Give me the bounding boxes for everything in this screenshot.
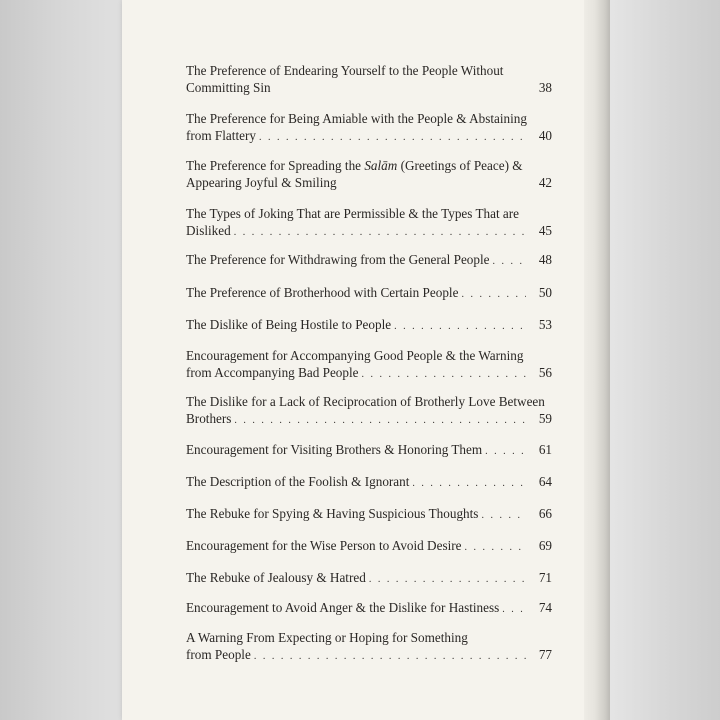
dot-leader [362,367,527,384]
toc-entry-title: The Preference of Brotherhood with Certain People [186,285,459,300]
toc-entry-title-line1: The Preference for Spreading the Salām (Greetings of Peace) & [186,158,523,173]
page-edge [584,0,610,720]
toc-entry [186,158,552,191]
toc-entry-page: 56 [538,364,552,380]
toc-entry-title-line2: from Flattery [186,127,256,143]
toc-entry-title: The Dislike of Being Hostile to People [186,317,392,332]
toc-entry-title: The Rebuke of Jealousy & Hatred [186,570,366,585]
toc-entry-title: Encouragement to Avoid Anger & the Dislike for Hastiness [186,600,500,615]
dot-leader [461,287,526,304]
toc-entry-page: 38 [538,79,552,95]
salam-term: Salām [364,158,398,173]
toc-entry-page: 50 [538,285,552,300]
toc-entry [186,570,552,589]
dot-leader [464,540,526,557]
toc-entry-title: Encouragement for Visiting Brothers & Honoring Them [186,442,483,457]
toc-entry-title-line1: The Dislike for a Lack of Reciprocation of Brotherly Love Between [186,394,545,409]
dot-leader [481,508,526,525]
toc-entry-title: The Rebuke for Spying & Having Suspicious Thoughts [186,506,479,521]
toc-entry-page: 45 [538,222,552,238]
toc-entry [186,348,552,383]
dot-leader [259,130,526,147]
toc-entry [186,394,552,429]
toc-entry-page: 61 [538,442,552,457]
toc-entry [186,252,552,271]
toc-entry-page: 71 [538,570,552,585]
dot-leader [369,572,526,589]
toc-entry-title-line1: The Preference for Being Amiable with the People & Abstaining [186,111,527,126]
toc-entry-title-line1: A Warning From Expecting or Hoping for Something [186,630,468,645]
toc-entry-title-line2: Committing Sin [186,79,271,95]
toc-entry [186,206,552,241]
toc-entry-page: 42 [538,174,552,190]
toc-entry-title: Encouragement for the Wise Person to Avoid Desire [186,538,462,553]
toc-entry-title-line2: Appearing Joyful & Smiling [186,174,337,190]
toc-entry-page: 69 [538,538,552,553]
toc-entry-page: 64 [538,474,552,489]
toc-entry-title: The Preference for Withdrawing from the General People [186,252,490,267]
toc-entry-title-line2: from People [186,646,251,662]
toc-entry-title: The Description of the Foolish & Ignorant [186,474,410,489]
toc-entry-page: 77 [538,646,552,662]
toc-entry [186,474,552,493]
dot-leader [412,476,526,493]
dot-leader [493,254,526,271]
toc-entry-page: 66 [538,506,552,521]
toc-entry [186,285,552,304]
toc-entry [186,630,552,665]
dot-leader [254,649,526,666]
dot-leader [502,602,526,619]
dot-leader [394,319,526,336]
dot-leader [234,225,526,242]
toc-entry-title-line1: The Types of Joking That are Permissible & the Types That are [186,206,520,221]
toc-entry [186,63,552,96]
toc-entry-page: 40 [538,127,552,143]
toc-entry-page: 48 [538,252,552,267]
toc-entry-page: 53 [538,317,552,332]
dot-leader [485,444,526,461]
dot-leader [234,413,526,430]
toc-entry-title-line2: Brothers [186,410,232,426]
toc-entry-page: 74 [538,600,552,615]
toc-entry-title-line1: Encouragement for Accompanying Good People & the Warning [186,348,524,363]
toc-entry [186,600,552,619]
toc-entry-title-line1: The Preference of Endearing Yourself to the People Without [186,63,504,78]
toc-entry [186,442,552,461]
toc-entry-page: 59 [538,410,552,426]
toc-entry-title-line2: from Accompanying Bad People [186,364,359,380]
toc-entry [186,111,552,146]
toc-entry [186,317,552,336]
toc-entry-title-line2: Disliked [186,222,231,238]
toc-entry [186,506,552,525]
toc-entry [186,538,552,557]
